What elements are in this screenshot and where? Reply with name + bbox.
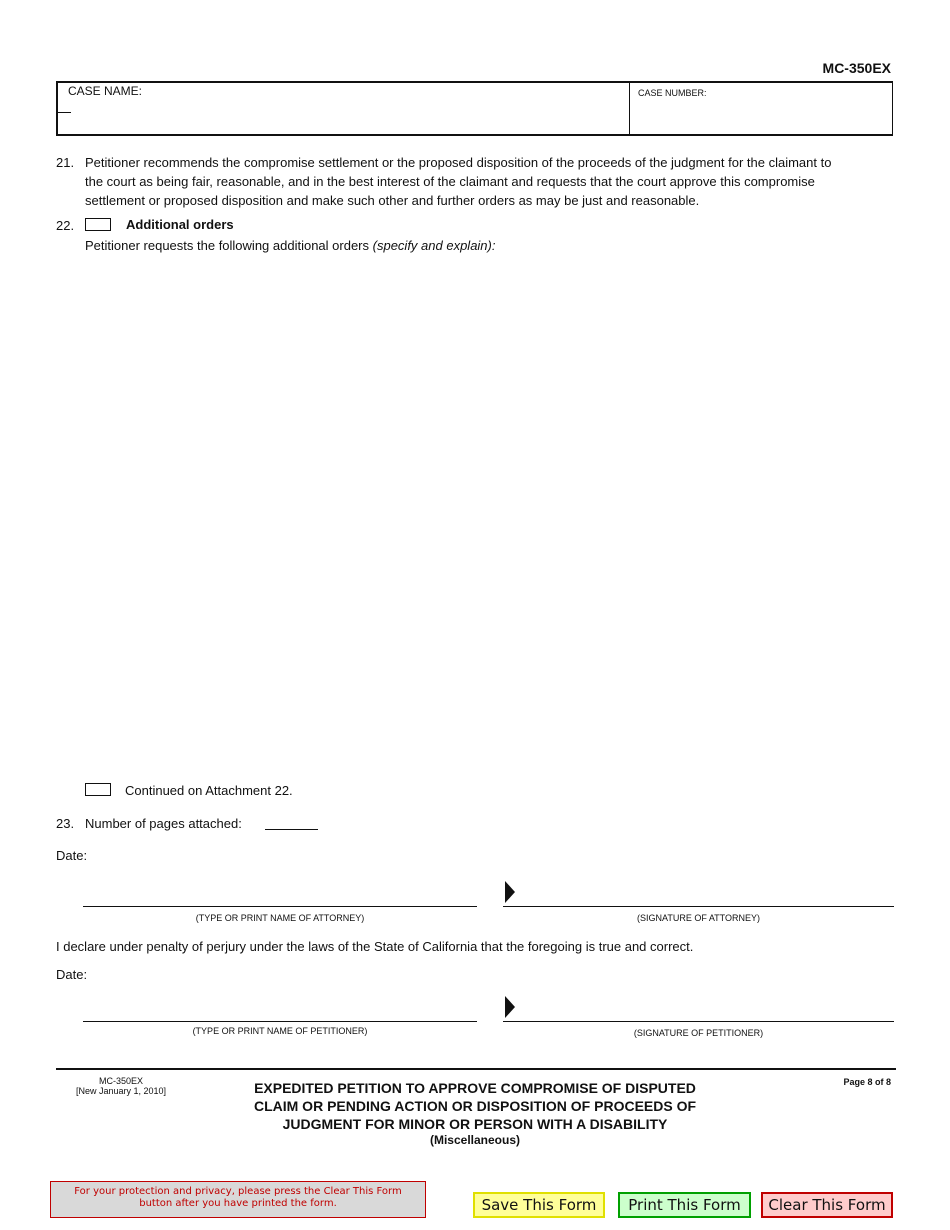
pages-attached-field[interactable] <box>265 829 318 830</box>
footer-subtitle: (Miscellaneous) <box>429 1133 521 1147</box>
footer-title <box>200 1079 750 1133</box>
additional-orders-request-text: Petitioner requests the following additional orders <box>85 238 370 253</box>
footer-rule <box>56 1068 896 1070</box>
continued-attachment-checkbox[interactable] <box>85 783 111 796</box>
petitioner-signature-caption: (SIGNATURE OF PETITIONER) <box>633 1028 764 1038</box>
form-id: MC-350EX <box>822 60 891 76</box>
additional-orders-title: Additional orders <box>126 217 234 232</box>
page-number: Page 8 of 8 <box>843 1077 891 1087</box>
attorney-signature-caption: (SIGNATURE OF ATTORNEY) <box>636 913 760 923</box>
footer-form-code: MC-350EX <box>98 1076 143 1086</box>
petitioner-name-field[interactable] <box>83 1021 477 1022</box>
attorney-name-field[interactable] <box>83 906 477 907</box>
item-21-number: 21. <box>56 155 75 170</box>
privacy-notice-line: button after you have printed the form. <box>139 1198 337 1209</box>
petitioner-signature-arrow-icon <box>505 996 515 1018</box>
petitioner-date-label: Date: <box>56 967 88 982</box>
case-name-label: CASE NAME: <box>68 84 143 98</box>
item-21-line: Petitioner recommends the compromise settlement or the proposed disposition of the proceeds of the judgment for the claimant to <box>85 155 832 170</box>
petitioner-name-caption: (TYPE OR PRINT NAME OF PETITIONER) <box>192 1026 368 1036</box>
additional-orders-text-area[interactable] <box>85 262 893 772</box>
attorney-signature-field[interactable] <box>503 906 894 907</box>
clear-form-button[interactable]: Clear This Form <box>761 1192 893 1218</box>
petitioner-signature-field[interactable] <box>503 1021 894 1022</box>
case-info-box <box>56 81 893 136</box>
privacy-notice <box>50 1181 426 1218</box>
additional-orders-request <box>85 238 495 253</box>
continued-attachment-label: Continued on Attachment 22. <box>125 783 293 798</box>
footer-title-line: CLAIM OR PENDING ACTION OR DISPOSITION OF PROCEEDS OF <box>253 1098 697 1114</box>
case-number-label: CASE NUMBER: <box>638 88 707 98</box>
attorney-signature-arrow-icon <box>505 881 515 903</box>
case-name-marker <box>58 112 71 113</box>
item-21-line: the court as being fair, reasonable, and in the best interest of the claimant and requests that the court approve this compromise <box>85 174 815 189</box>
footer-title-line: JUDGMENT FOR MINOR OR PERSON WITH A DISABILITY <box>282 1116 668 1132</box>
additional-orders-hint: (specify and explain): <box>372 238 496 253</box>
attorney-name-caption: (TYPE OR PRINT NAME OF ATTORNEY) <box>195 913 365 923</box>
item-21-line: settlement or proposed disposition and make such other and further orders as may be just and reasonable. <box>85 193 700 208</box>
footer-title-line: EXPEDITED PETITION TO APPROVE COMPROMISE OF DISPUTED <box>254 1080 696 1096</box>
print-form-button[interactable]: Print This Form <box>618 1192 751 1218</box>
additional-orders-checkbox[interactable] <box>85 218 111 231</box>
pages-attached-label: Number of pages attached: <box>85 816 242 831</box>
privacy-notice-line: For your protection and privacy, please press the Clear This Form <box>74 1186 402 1197</box>
footer-revision: [New January 1, 2010] <box>75 1086 167 1096</box>
save-form-button[interactable]: Save This Form <box>473 1192 605 1218</box>
footer-form-info <box>56 1076 186 1096</box>
declaration-text: I declare under penalty of perjury under the laws of the State of California that the foregoing is true and correct. <box>56 939 694 954</box>
item-22-number: 22. <box>56 218 75 233</box>
case-box-divider <box>629 83 630 134</box>
item-23-number: 23. <box>56 816 75 831</box>
item-21-text <box>85 153 905 210</box>
attorney-date-label: Date: <box>56 848 88 863</box>
